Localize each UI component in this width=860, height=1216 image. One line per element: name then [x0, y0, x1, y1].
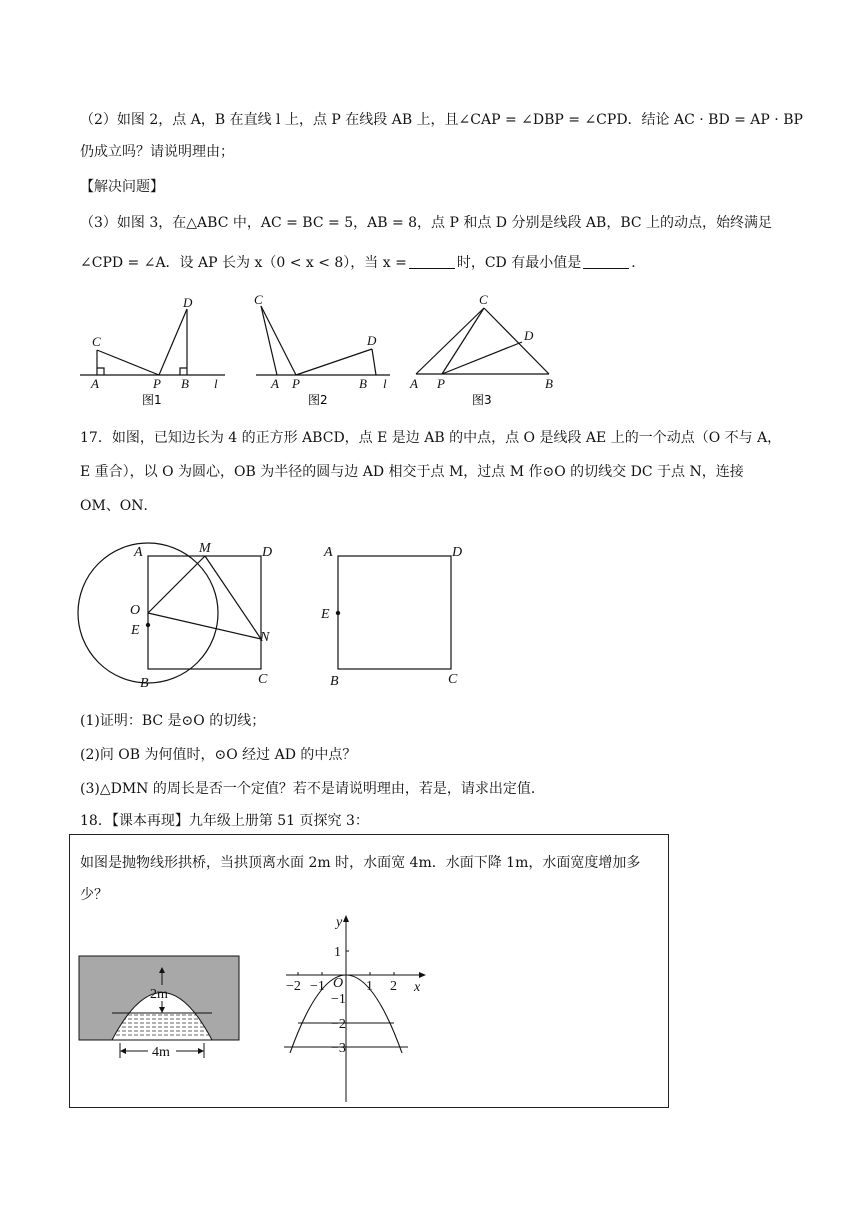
q17-line1: 17．如图，已知边长为 4 的正方形 ABCD，点 E 是边 AB 的中点，点 O 是线段 AE 上的一个动点（O 不与 A，	[80, 430, 782, 446]
label-b: B	[140, 676, 149, 691]
fig3-label-d: D	[524, 328, 534, 343]
label-e-2: E	[321, 607, 330, 622]
q17-line2: E 重合），以 O 为圆心，OB 为半径的圆与边 AD 相交于点 M，过点 M 作⊙O 的切线交 DC 于点 N，连接	[80, 464, 744, 480]
q17-figures	[0, 533, 860, 693]
q18-box-line1: 如图是抛物线形拱桥，当拱顶离水面 2m 时，水面宽 4m．水面下降 1m，水面宽度增加多	[80, 855, 641, 871]
tick-x-1: 1	[366, 979, 373, 994]
fig1-label-p: P	[153, 376, 161, 391]
point-e-dot-2	[336, 611, 340, 615]
tick-x-2: 2	[390, 979, 397, 994]
fig3-label-c: C	[479, 292, 488, 307]
q16-figures	[0, 288, 860, 418]
label-b-2: B	[330, 674, 339, 689]
q17-line3: OM、ON．	[80, 498, 158, 514]
fig1-label-c: C	[92, 334, 101, 349]
parabola-graph	[276, 912, 436, 1102]
q16-part3-text-b: 时，CD 有最小值是	[456, 255, 582, 271]
fig1-label-l: l	[214, 376, 218, 391]
figure-3-labels	[409, 292, 553, 391]
fig3-label-p: P	[437, 376, 445, 391]
label-c: C	[258, 672, 268, 687]
q17-figure-circle	[78, 543, 261, 683]
tick-x-m2: −2	[286, 979, 301, 994]
fig2-label-d: D	[367, 333, 377, 348]
figure-1-labels	[90, 295, 218, 391]
label-axis-x: x	[414, 980, 421, 995]
label-c-2: C	[448, 672, 458, 687]
label-a: A	[134, 545, 143, 560]
q16-part2-line2: 仍成立吗？请说明理由；	[80, 144, 234, 160]
q18-textbook-box	[69, 834, 669, 1108]
fig1-caption: 图1	[142, 393, 162, 407]
figure-2-labels	[254, 292, 387, 391]
fig2-label-c: C	[254, 292, 263, 307]
q18-title: 18．【课本再现】九年级上册第 51 页探究 3：	[80, 813, 369, 829]
fig2-label-b: B	[359, 376, 367, 391]
label-d: D	[262, 545, 273, 560]
q16-part2-line1: （2）如图 2，点 A，B 在直线 l 上，点 P 在线段 AB 上，且∠CAP = ∠DBP = ∠CPD．结论 AC · BD = AP · BP	[80, 112, 803, 128]
tick-y-m1: −1	[331, 992, 346, 1007]
fig2-label-p: P	[292, 376, 300, 391]
q17-figure-square-labels	[320, 545, 462, 689]
q17-sub2: (2)问 OB 为何值时，⊙O 经过 AD 的中点？	[80, 747, 357, 763]
q17-figure-square	[338, 556, 451, 669]
q18-box-line2: 少？	[80, 887, 108, 903]
tick-y-m2: −2	[331, 1017, 346, 1032]
answer-blank-x[interactable]	[409, 254, 455, 269]
label-d-2: D	[452, 545, 463, 560]
q16-part3-text-a: ∠CPD = ∠A．设 AP 长为 x（0 < x < 8），当 x =	[80, 255, 407, 271]
label-2m: 2m	[150, 987, 168, 1002]
label-m: M	[199, 541, 211, 556]
fig1-label-b: B	[181, 376, 189, 391]
label-o: O	[130, 603, 141, 618]
q16-part3-line2	[80, 253, 645, 273]
label-origin: O	[333, 976, 344, 991]
point-e-dot	[146, 623, 150, 627]
fig2-label-l: l	[383, 376, 387, 391]
q16-heading-solve: 【解决问题】	[80, 179, 164, 195]
fig2-caption: 图2	[308, 393, 328, 407]
fig3-label-b: B	[545, 376, 553, 391]
q17-sub3: (3)△DMN 的周长是否一个定值？若不是请说明理由，若是，请求出定值．	[80, 781, 545, 797]
label-e: E	[131, 623, 140, 638]
tick-y-1: 1	[334, 945, 341, 960]
fig3-label-a: A	[410, 376, 418, 391]
fig1-label-d: D	[183, 295, 193, 310]
label-n: N	[260, 630, 270, 645]
label-4m: 4m	[152, 1045, 170, 1060]
tick-y-m3: −3	[331, 1041, 346, 1056]
fig3-caption: 图3	[472, 393, 492, 407]
label-axis-y: y	[336, 915, 343, 930]
answer-blank-cd[interactable]	[583, 254, 629, 269]
bridge-figure	[78, 955, 248, 1065]
fig2-label-a: A	[271, 376, 279, 391]
q17-sub1: (1)证明：BC 是⊙O 的切线；	[80, 713, 266, 729]
q16-part3-text-c: ．	[631, 255, 646, 271]
tick-x-m1: −1	[310, 979, 325, 994]
fig1-label-a: A	[91, 376, 99, 391]
q16-part3-line1: （3）如图 3，在△ABC 中，AC = BC = 5，AB = 8，点 P 和点 D 分别是线段 AB，BC 上的动点，始终满足	[80, 215, 773, 231]
label-a-2: A	[324, 545, 333, 560]
figure-1	[80, 309, 225, 375]
